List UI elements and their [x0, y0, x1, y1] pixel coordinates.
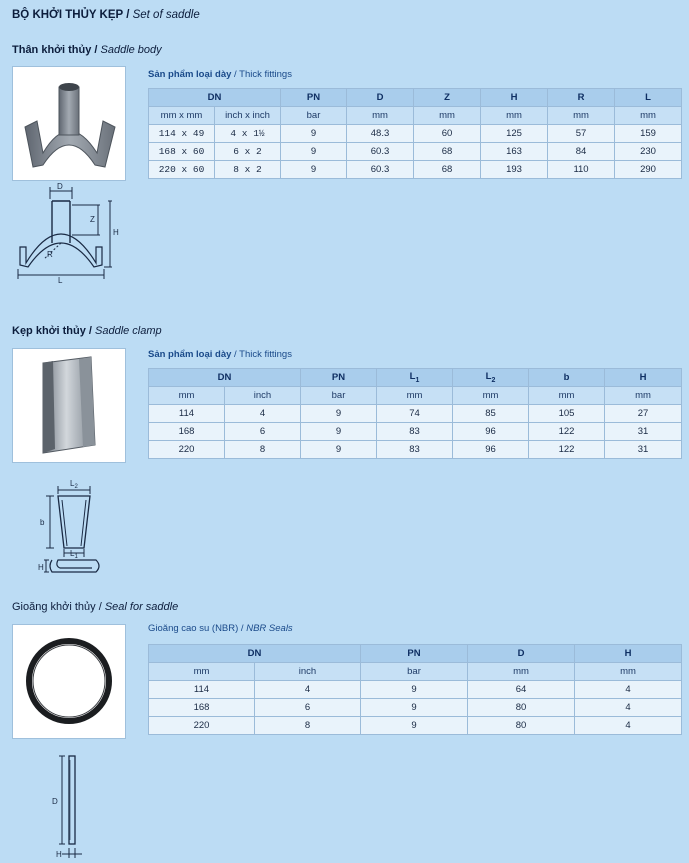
unit-cell: mm [453, 387, 529, 405]
saddle-body-title-en: Saddle body [100, 44, 162, 56]
table-cell: 8 [225, 441, 301, 459]
table-cell: 290 [615, 161, 682, 179]
table-row [149, 717, 682, 735]
saddle-body-sub-en: Thick fittings [239, 69, 292, 80]
saddle-clamp-title: Kẹp khởi thủy / Saddle clamp [12, 325, 162, 337]
saddle-clamp-sub-en: Thick fittings [239, 349, 292, 360]
dim-d: D [57, 183, 63, 191]
table-cell: 220 [149, 441, 225, 459]
table-row [149, 161, 682, 179]
table-cell: 105 [529, 405, 605, 423]
table-cell: 193 [481, 161, 548, 179]
table-cell: 114 [149, 681, 255, 699]
unit-cell: mm x mm [149, 107, 215, 125]
seal-table [148, 644, 682, 735]
table-cell: 122 [529, 441, 605, 459]
table-cell: 4 x 1½ [215, 125, 281, 143]
table-unit-row [149, 663, 682, 681]
unit-cell: mm [575, 663, 682, 681]
table-cell: 114 x 49 [149, 125, 215, 143]
dim-h: H [113, 228, 119, 237]
dim-l2: $L_2$ [70, 479, 78, 490]
table-cell: 48.3 [347, 125, 414, 143]
table-row [149, 681, 682, 699]
table-unit-row [149, 107, 682, 125]
seal-sub-en: NBR Seals [246, 623, 293, 634]
table-cell: 114 [149, 405, 225, 423]
table-cell: 6 [255, 699, 361, 717]
unit-cell: mm [149, 663, 255, 681]
unit-cell: mm [548, 107, 615, 125]
table-cell: 4 [575, 699, 682, 717]
seal-title-vi: Gioăng khởi thủy [12, 601, 96, 613]
page-title-vi: BỘ KHỞI THỦY KẸP [12, 9, 123, 21]
unit-cell: mm [615, 107, 682, 125]
table-cell: 64 [468, 681, 575, 699]
table-cell: 4 [575, 717, 682, 735]
table-cell: 60.3 [347, 143, 414, 161]
saddle-clamp-icon [13, 349, 125, 462]
seal-sub-vi: Gioăng cao su (NBR) [148, 623, 239, 634]
dim-h: H [56, 850, 62, 859]
table-cell: 60 [414, 125, 481, 143]
table-header-row [149, 89, 682, 107]
unit-cell: inch x inch [215, 107, 281, 125]
table-cell: 4 [225, 405, 301, 423]
dim-d: D [52, 797, 58, 806]
table-cell: 6 x 2 [215, 143, 281, 161]
dim-b: b [40, 518, 45, 527]
seal-ring-icon [13, 625, 125, 738]
saddle-body-diagram [12, 183, 128, 285]
saddle-clamp-photo [12, 348, 126, 463]
table-cell: 9 [301, 441, 377, 459]
header-dn: DN [149, 89, 281, 107]
saddle-clamp-diagram [38, 476, 108, 582]
seal-title-en: Seal for saddle [104, 601, 179, 613]
table-cell: 96 [453, 441, 529, 459]
table-cell: 159 [615, 125, 682, 143]
table-row [149, 441, 682, 459]
table-cell: 9 [361, 717, 468, 735]
table-row [149, 405, 682, 423]
table-row [149, 125, 682, 143]
table-cell: 9 [281, 125, 347, 143]
table-cell: 168 x 60 [149, 143, 215, 161]
dim-l: L [58, 276, 63, 285]
table-header-row [149, 645, 682, 663]
table-cell: 4 [575, 681, 682, 699]
saddle-body-icon [13, 67, 125, 180]
seal-subtitle: Gioăng cao su (NBR) / NBR Seals [148, 623, 293, 634]
table-cell: 60.3 [347, 161, 414, 179]
table-cell: 96 [453, 423, 529, 441]
saddle-clamp-sub-vi: Sản phẩm loại dày [148, 349, 232, 360]
unit-cell: inch [255, 663, 361, 681]
header-l1: $L_1$ [377, 369, 453, 387]
table-cell: 9 [301, 405, 377, 423]
saddle-body-title: Thân khởi thủy / Saddle body [12, 44, 162, 56]
table-cell: 168 [149, 423, 225, 441]
table-cell: 85 [453, 405, 529, 423]
seal-photo [12, 624, 126, 739]
table-cell: 57 [548, 125, 615, 143]
unit-cell: bar [281, 107, 347, 125]
header-d: D [347, 89, 414, 107]
unit-cell: inch [225, 387, 301, 405]
table-cell: 9 [361, 681, 468, 699]
header-z: Z [414, 89, 481, 107]
unit-cell: mm [377, 387, 453, 405]
page-title-en: Set of saddle [132, 9, 200, 21]
table-cell: 74 [377, 405, 453, 423]
table-cell: 80 [468, 717, 575, 735]
unit-cell: mm [481, 107, 548, 125]
table-cell: 168 [149, 699, 255, 717]
seal-diagram [50, 752, 90, 860]
table-cell: 68 [414, 143, 481, 161]
header-pn: PN [361, 645, 468, 663]
table-cell: 125 [481, 125, 548, 143]
table-row [149, 699, 682, 717]
header-pn: PN [281, 89, 347, 107]
dim-h: H [38, 563, 44, 572]
table-cell: 9 [281, 161, 347, 179]
dim-r: R [47, 250, 53, 259]
header-dn: DN [149, 645, 361, 663]
dim-z: Z [90, 215, 95, 224]
table-cell: 31 [605, 441, 682, 459]
table-cell: 84 [548, 143, 615, 161]
table-unit-row [149, 387, 682, 405]
unit-cell: mm [605, 387, 682, 405]
header-r: R [548, 89, 615, 107]
header-h: H [605, 369, 682, 387]
table-header-row [149, 369, 682, 387]
saddle-clamp-subtitle: Sản phẩm loại dày / Thick fittings [148, 349, 292, 360]
saddle-body-table [148, 88, 682, 179]
saddle-body-photo [12, 66, 126, 181]
table-cell: 220 [149, 717, 255, 735]
page-title: BỘ KHỞI THỦY KẸP / Set of saddle [12, 9, 200, 21]
table-cell: 9 [281, 143, 347, 161]
saddle-body-subtitle: Sản phẩm loại dày / Thick fittings [148, 69, 292, 80]
table-cell: 31 [605, 423, 682, 441]
header-b: b [529, 369, 605, 387]
dim-l1: $L_1$ [70, 549, 78, 560]
table-cell: 163 [481, 143, 548, 161]
table-row [149, 423, 682, 441]
unit-cell: bar [301, 387, 377, 405]
table-cell: 8 [255, 717, 361, 735]
header-h: H [481, 89, 548, 107]
saddle-body-title-vi: Thân khởi thủy [12, 44, 92, 56]
unit-cell: mm [414, 107, 481, 125]
header-l2: $L_2$ [453, 369, 529, 387]
table-cell: 110 [548, 161, 615, 179]
unit-cell: mm [468, 663, 575, 681]
table-cell: 230 [615, 143, 682, 161]
table-cell: 27 [605, 405, 682, 423]
table-row [149, 143, 682, 161]
unit-cell: mm [149, 387, 225, 405]
saddle-clamp-title-en: Saddle clamp [95, 325, 162, 337]
table-cell: 6 [225, 423, 301, 441]
header-d: D [468, 645, 575, 663]
header-dn: DN [149, 369, 301, 387]
table-cell: 4 [255, 681, 361, 699]
table-cell: 220 x 60 [149, 161, 215, 179]
header-h: H [575, 645, 682, 663]
unit-cell: bar [361, 663, 468, 681]
unit-cell: mm [529, 387, 605, 405]
table-cell: 122 [529, 423, 605, 441]
table-cell: 83 [377, 441, 453, 459]
saddle-clamp-title-vi: Kẹp khởi thủy [12, 325, 86, 337]
table-cell: 68 [414, 161, 481, 179]
table-cell: 80 [468, 699, 575, 717]
table-cell: 8 x 2 [215, 161, 281, 179]
unit-cell: mm [347, 107, 414, 125]
saddle-clamp-table [148, 368, 682, 459]
table-cell: 9 [301, 423, 377, 441]
table-cell: 83 [377, 423, 453, 441]
saddle-body-sub-vi: Sản phẩm loại dày [148, 69, 232, 80]
table-cell: 9 [361, 699, 468, 717]
seal-title: Gioăng khởi thủy / Seal for saddle [12, 601, 179, 613]
header-l: L [615, 89, 682, 107]
header-pn: PN [301, 369, 377, 387]
